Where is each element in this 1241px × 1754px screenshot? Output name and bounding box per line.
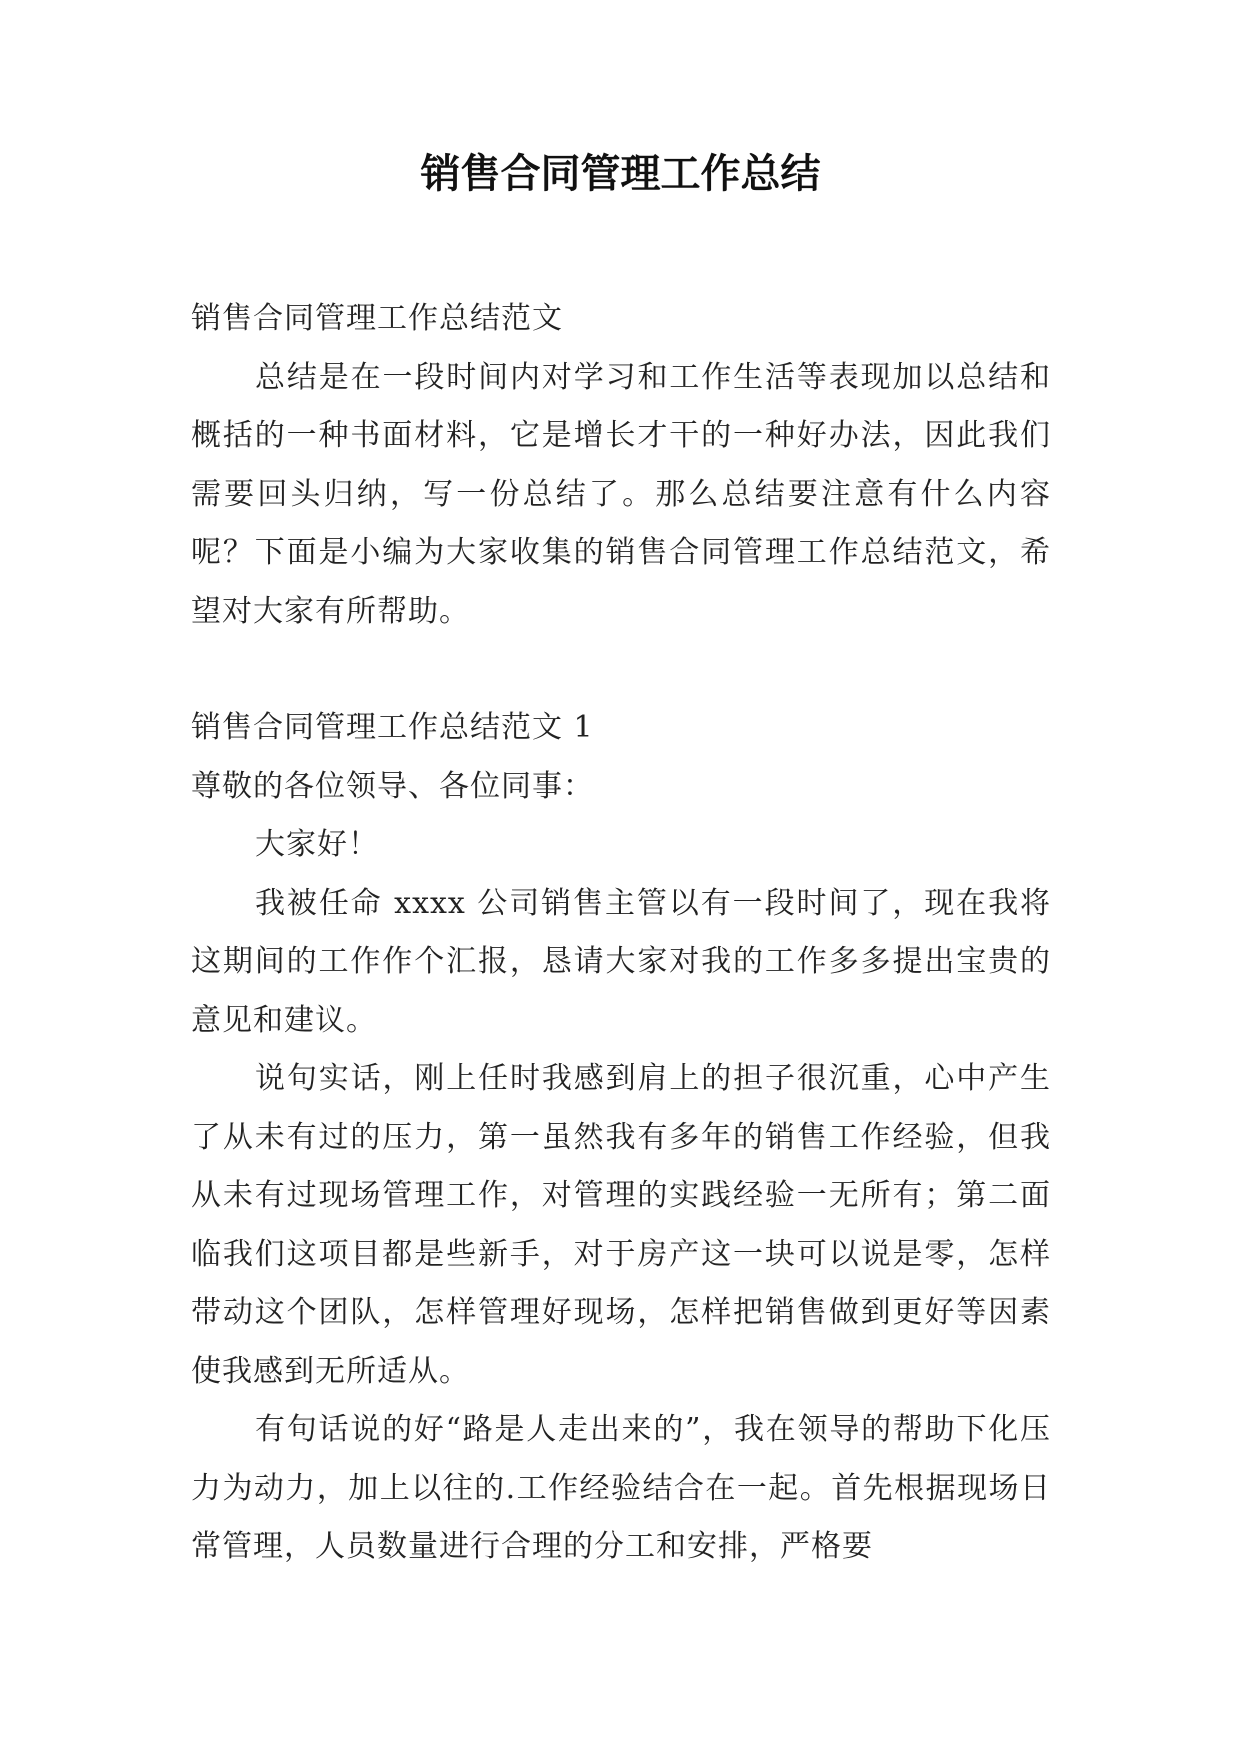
body-paragraph: 说句实话，刚上任时我感到肩上的担子很沉重，心中产生了从未有过的压力，第一虽然我有多年的销售工作经验，但我从未有过现场管理工作，对管理的实践经验一无所有；第二面临我们这项目都是些新手，对于房产这一块可以说是零，怎样带动这个团队，怎样管理好现场，怎样把销售做到更好等因素使我感到无所适从。	[191, 1061, 1051, 1389]
body-paragraph: 我被任命 xxxx 公司销售主管以有一段时间了，现在我将这期间的工作作个汇报，恳请大家对我的工作多多提出宝贵的意见和建议。	[191, 885, 1051, 1038]
body-paragraph: 有句话说的好“路是人走出来的”，我在领导的帮助下化压力为动力，加上以往的.工作经验结合在一起。首先根据现场日常管理，人员数量进行合理的分工和安排，严格要	[191, 1412, 1051, 1564]
section-spacer	[191, 641, 1051, 699]
intro-paragraph: 总结是在一段时间内对学习和工作生活等表现加以总结和概括的一种书面材料，它是增长才干的一种好办法，因此我们需要回头归纳，写一份总结了。那么总结要注意有什么内容呢？下面是小编为大家收集的销售合同管理工作总结范文，希望对大家有所帮助。	[191, 359, 1051, 629]
section-heading: 销售合同管理工作总结范文 1	[191, 710, 594, 745]
greeting: 大家好！	[255, 827, 379, 862]
subtitle: 销售合同管理工作总结范文	[191, 301, 563, 336]
document-body	[191, 290, 1051, 1577]
salutation: 尊敬的各位领导、各位同事：	[191, 768, 594, 804]
document-title: 销售合同管理工作总结	[420, 151, 821, 197]
